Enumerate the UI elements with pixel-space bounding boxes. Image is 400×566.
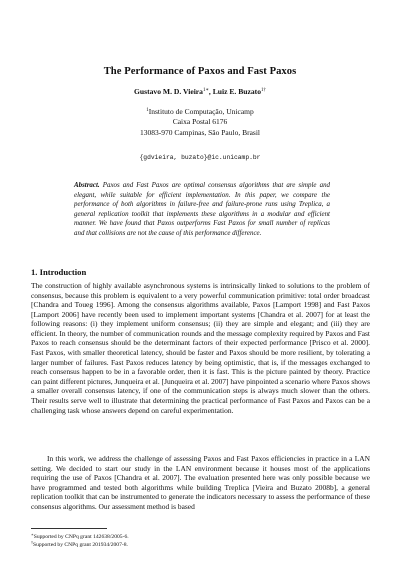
abstract: [74, 181, 330, 238]
body-paragraph: The construction of highly available asynchronous systems is intrinsically linked to solutions to the problem of consensus, because this problem is equivalent to a very powerful communication primitive: total order broadcast [Chandra and Toueg 1996]. Among the consensus algorithms available, Paxos [Lamport 1998] and Fast Paxos [Lamport 2006] have recently been used to implement important systems [Chandra et al. 2007] for at least the following reasons: (i) they implement uniform consensus; (ii) they are simple and elegant; and (iii) they are efficient. In theory, the number of communication rounds and the message complexity required by Paxos and Fast Paxos to reach consensus should be the determinant factors of their expected performance [Prisco et al. 2000]. Fast Paxos, with smaller theoretical latency, should be faster and Paxos should be more resilient, by tolerating a larger number of failures. Fast Paxos reduces latency by being optimistic, that is, if the messages exchanged to reach consensus happen to be in a favorable order, then it is fast. This is the picture painted by theory. Practice can paint different pictures, Junqueira et al. [Junqueira et al. 2007] have pinpointed a scenario where Paxos shows a smaller overall consensus latency, if one of the communication steps is always much slower than the others. Their results serve well to illustrate that determining the practical performance of Fast Paxos and Paxos can be a challenging task whose answers depend on careful experimentation.: [31, 281, 370, 415]
footnote-text: Supported by CNPq grant 142638/2005-6.: [33, 534, 129, 540]
author-marks: 1†: [261, 88, 266, 93]
body-paragraph: In this work, we address the challenge of assessing Paxos and Fast Paxos efficiencies in practice in a LAN setting. We decided to start our study in the LAN environment because it houses most of the applications requiring the use of Paxos [Chandra et al. 2007]. The evaluation presented here was only possible because we have programmed and tested both algorithms while building Treplica [Vieira and Buzato 2008b], a general replication toolkit that can be instrumented to generate the indicators necessary to assess the performance of these consensus algorithms. Our assessment method is based: [31, 454, 370, 511]
email-address: {gdvieira, buzato}@ic.unicamp.br: [139, 154, 261, 161]
footnote-text: Supported by CNPq grant 201934/2007-8.: [33, 542, 128, 548]
section-heading: 1. Introduction: [31, 267, 87, 277]
abstract-text: Paxos and Fast Paxos are optimal consensus algorithms that are simple and elegant, while suitable for efficient implementation. In this paper, we compare the performance of both algorithms in failure-free and failure-prone runs using Treplica, a general replication toolkit that implements these algorithms in a modular and efficient manner. We have found that Paxos outperforms Fast Paxos for small number of replicas and that collisions are not the cause of this performance difference.: [74, 181, 331, 237]
author-line: [0, 87, 400, 96]
author-name: Gustavo M. D. Vieira: [134, 87, 203, 96]
paper-title: The Performance of Paxos and Fast Paxos: [103, 66, 297, 77]
footnote: [31, 532, 129, 540]
author-marks: 1∗: [202, 88, 209, 93]
footnote-mark: †: [31, 540, 33, 545]
affiliation-line: [0, 106, 400, 117]
affiliation-line: Caixa Postal 6176: [172, 117, 228, 127]
author-name: Luiz E. Buzato: [212, 87, 261, 96]
affiliation-mark: 1: [146, 108, 149, 113]
affiliation-line: 13083-970 Campinas, São Paulo, Brasil: [140, 127, 260, 137]
affiliation-block: [0, 106, 400, 138]
footnote-mark: ∗: [31, 532, 34, 537]
footnote: [31, 540, 128, 548]
abstract-label: Abstract.: [74, 181, 100, 189]
affiliation-text: Instituto de Computação, Unicamp: [148, 107, 254, 116]
footnote-rule: [31, 528, 107, 529]
author-separator: ,: [208, 87, 213, 96]
